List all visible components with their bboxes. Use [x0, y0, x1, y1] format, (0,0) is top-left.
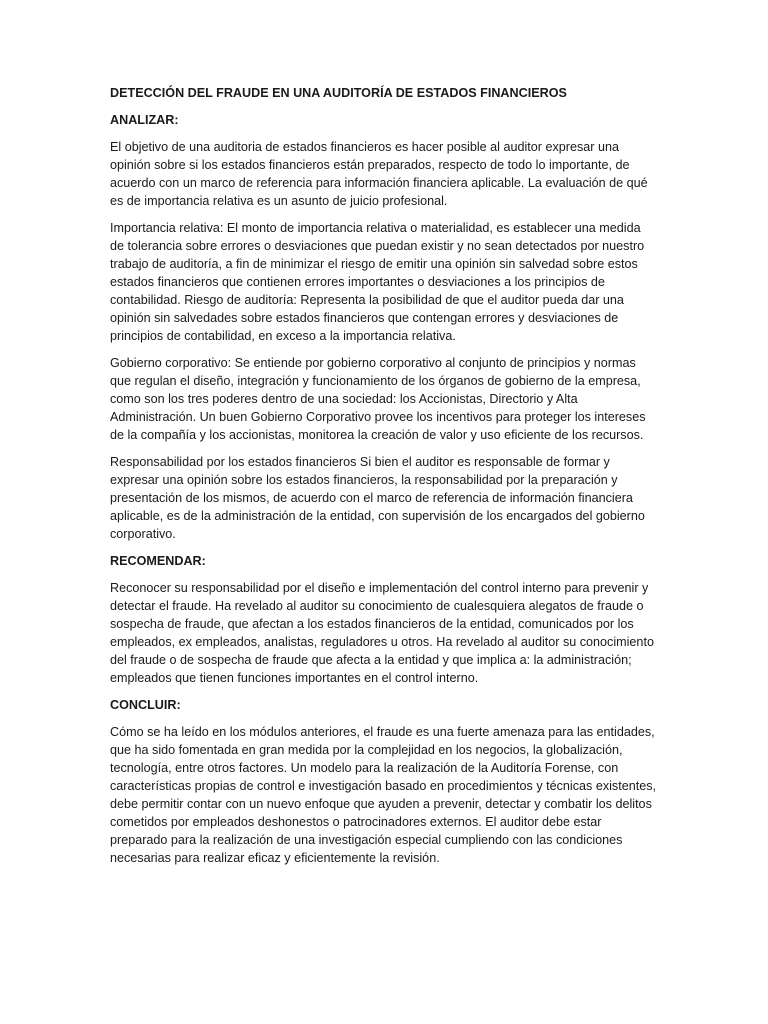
paragraph-responsabilidad: Responsabilidad por los estados financieros Si bien el auditor es responsable de formar y expresar una opinión sobre los estados financieros, la responsabilidad por la preparación y presentación de los mismos, de acuerdo con el marco de referencia de información financiera aplicable, es de la administración de la entidad, con supervisión de los encargados del gobierno corporativo.: [110, 455, 645, 541]
document-title: DETECCIÓN DEL FRAUDE EN UNA AUDITORÍA DE ESTADOS FINANCIEROS: [110, 86, 567, 100]
section-heading-analizar: ANALIZAR:: [110, 113, 179, 127]
paragraph-gobierno-corporativo: Gobierno corporativo: Se entiende por gobierno corporativo al conjunto de principios y normas que regulan el diseño, integración y funcionamiento de los órganos de gobierno de la empresa, como son los tres poderes dentro de una sociedad: los Accionistas, Directorio y Alta Administración. Un buen Gobierno Corporativo provee los incentivos para proteger los intereses de la compañía y los accionistas, monitorea la creación de valor y uso eficiente de los recursos.: [110, 356, 646, 442]
paragraph-concluir: Cómo se ha leído en los módulos anteriores, el fraude es una fuerte amenaza para las entidades, que ha sido fomentada en gran medida por la complejidad en los negocios, la globalización, tecnología, entre otros factores. Un modelo para la realización de la Auditoría Forense, con características propias de control e investigación basado en procedimientos y técnicas existentes, debe permitir contar con un nuevo enfoque que ayuden a prevenir, detectar y combatir los delitos cometidos por empleados deshonestos o patrocinadores externos. El auditor debe estar preparado para la realización de una investigación especial cumpliendo con las condiciones necesarias para realizar eficaz y eficientemente la revisión.: [110, 725, 657, 865]
paragraph-objetivo: El objetivo de una auditoria de estados financieros es hacer posible al auditor expresar una opinión sobre si los estados financieros están preparados, respecto de todo lo importante, de acuerdo con un marco de referencia para información financiera aplicable. La evaluación de qué es de importancia relativa es un asunto de juicio profesional.: [110, 140, 648, 208]
section-heading-concluir: CONCLUIR:: [110, 698, 181, 712]
paragraph-importancia-relativa: Importancia relativa: El monto de importancia relativa o materialidad, es establecer una medida de tolerancia sobre errores o desviaciones que puedan existir y no sean detectados por nuestro trabajo de auditoría, a fin de minimizar el riesgo de emitir una opinión sin salvedad sobre estos estados financieros que contienen errores importantes o desviaciones a los principios de contabilidad. Riesgo de auditoría: Representa la posibilidad de que el auditor pueda dar una opinión sin salvedades sobre estados financieros que contengan errores y desviaciones de principios de contabilidad, en exceso a la importancia relativa.: [110, 221, 645, 343]
paragraph-recomendar: Reconocer su responsabilidad por el diseño e implementación del control interno para prevenir y detectar el fraude. Ha revelado al auditor su conocimiento de cualesquiera alegatos de fraude o sospecha de fraude, que afectan a los estados financieros de la entidad, comunicados por los empleados, ex empleados, analistas, reguladores u otros. Ha revelado al auditor su conocimiento del fraude o de sospecha de fraude que afecta a la entidad y que implica a: la administración; empleados que tienen funciones importantes en el control interno.: [110, 581, 654, 685]
section-heading-recomendar: RECOMENDAR:: [110, 554, 206, 568]
document-page: [110, 84, 658, 876]
